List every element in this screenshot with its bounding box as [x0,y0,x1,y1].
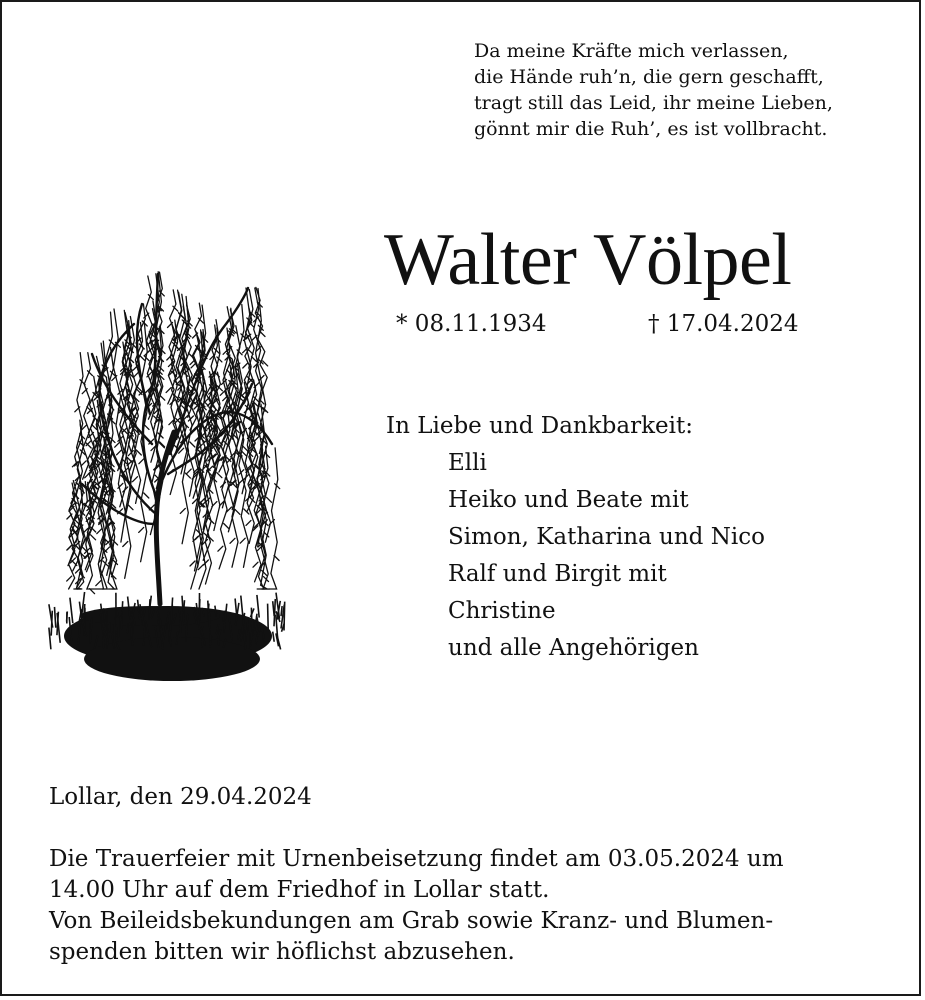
ceremony-line: spenden bitten wir höflichst abzusehen. [49,939,515,965]
poem-line: Da meine Kräfte mich verlassen, [474,40,789,62]
mourners-list [386,445,765,667]
death-date: † 17.04.2024 [648,311,799,337]
mourners-block [386,408,765,667]
poem-line: die Hände ruh’n, die gern geschafft, [474,66,824,88]
poem [474,38,833,142]
deceased-name: Walter Völpel [384,219,792,301]
mourner-name: Elli [448,450,487,476]
mourner-name: und alle Angehörigen [448,635,699,661]
mourner-name: Simon, Katharina und Nico [448,524,765,550]
mourner-name: Christine [448,598,556,624]
ceremony-line: 14.00 Uhr auf dem Friedhof in Lollar statt. [49,877,550,903]
mourners-intro: In Liebe und Dankbarkeit: [386,413,693,439]
ceremony-notice [49,844,869,968]
poem-line: gönnt mir die Ruh’, es ist vollbracht. [474,118,828,140]
birth-date: * 08.11.1934 [396,311,547,337]
ceremony-line: Die Trauerfeier mit Urnenbeisetzung findet am 03.05.2024 um [49,846,784,872]
ceremony-line: Von Beileidsbekundungen am Grab sowie Kranz- und Blumen- [49,908,774,934]
weeping-willow-icon [42,264,294,694]
poem-line: tragt still das Leid, ihr meine Lieben, [474,92,833,114]
place-date: Lollar, den 29.04.2024 [49,784,312,810]
mourner-name: Ralf und Birgit mit [448,561,667,587]
mourner-name: Heiko und Beate mit [448,487,689,513]
